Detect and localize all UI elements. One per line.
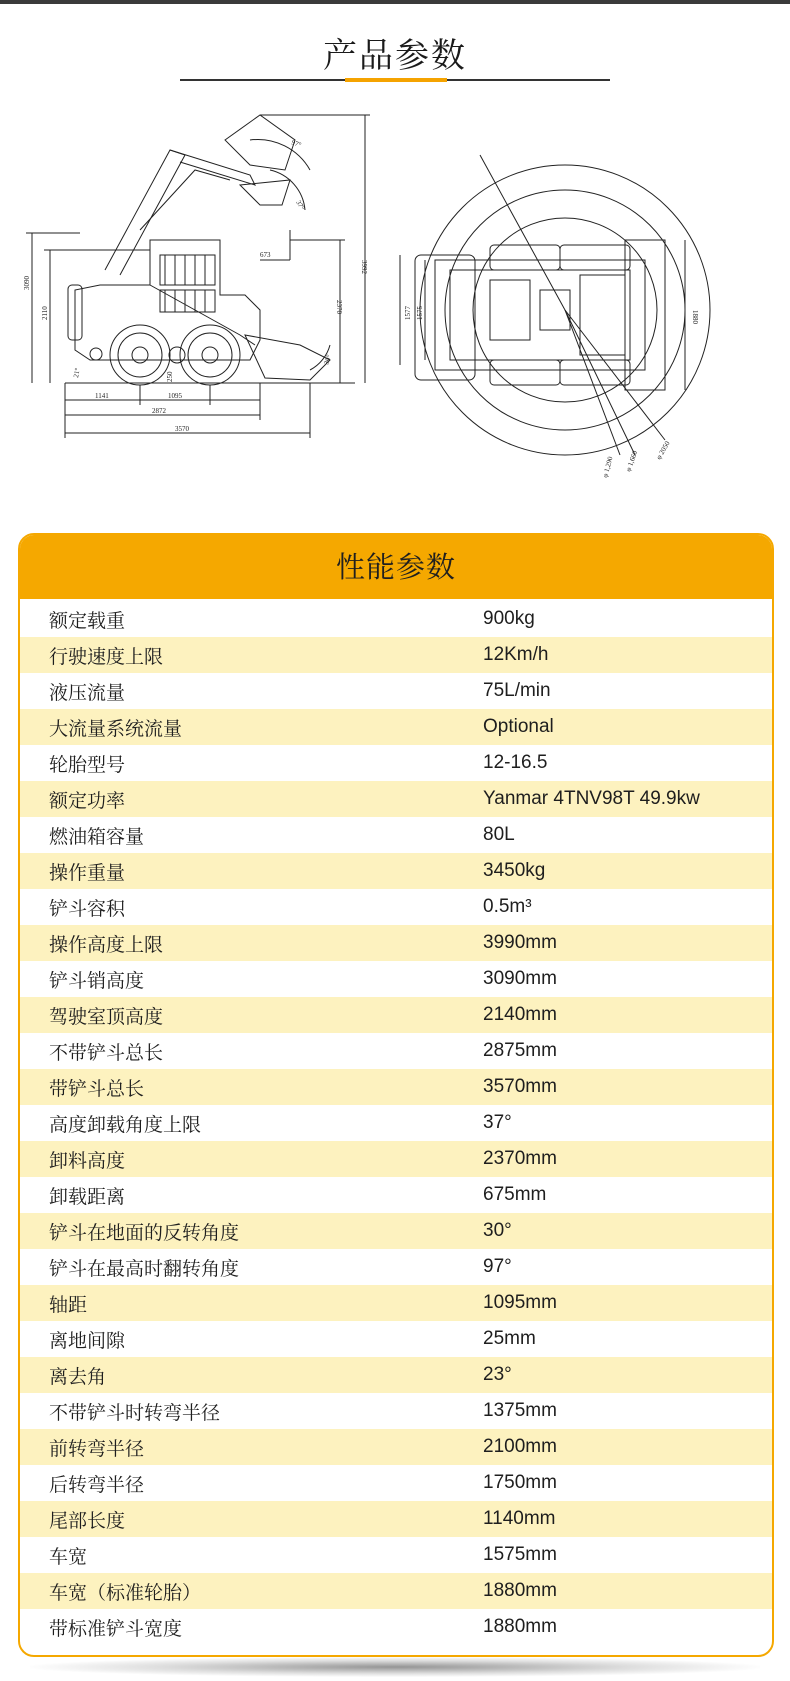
spec-value: 30° — [483, 1220, 512, 1241]
spec-label: 离地间隙 — [49, 1329, 126, 1352]
dim-label: 37° — [294, 199, 307, 212]
table-row — [20, 1573, 772, 1609]
table-row — [20, 709, 772, 745]
spec-label: 离去角 — [49, 1365, 107, 1388]
side-view-drawing — [26, 115, 370, 438]
dim-label: 2370 — [335, 300, 343, 314]
spec-value: 1750mm — [483, 1472, 557, 1493]
spec-label: 卸载距离 — [49, 1185, 126, 1208]
spec-value: 3090mm — [483, 968, 557, 989]
spec-label: 带铲斗总长 — [49, 1077, 145, 1100]
table-row — [20, 925, 772, 961]
dim-label: 673 — [260, 251, 271, 259]
spec-value: 25mm — [483, 1328, 536, 1349]
spec-label: 轴距 — [49, 1293, 88, 1316]
dim-label: 1575 — [416, 306, 424, 320]
spec-rows — [20, 601, 772, 1645]
dim-label: 3992 — [360, 260, 368, 274]
dim-label: φ 2050 — [654, 439, 672, 461]
spec-value: 23° — [483, 1364, 512, 1385]
table-row — [20, 1141, 772, 1177]
dimension-drawing — [20, 110, 770, 520]
spec-label: 尾部长度 — [49, 1509, 126, 1532]
spec-label: 轮胎型号 — [49, 753, 126, 776]
table-row — [20, 1285, 772, 1321]
table-row — [20, 1429, 772, 1465]
dim-label: 3570 — [175, 425, 189, 433]
dim-label: 1880 — [691, 310, 699, 324]
section-header — [0, 28, 790, 77]
spec-value: 3990mm — [483, 932, 557, 953]
spec-label: 不带铲斗总长 — [49, 1041, 164, 1064]
spec-value: 80L — [483, 824, 515, 845]
table-row — [20, 1069, 772, 1105]
spec-value: 2875mm — [483, 1040, 557, 1061]
table-row — [20, 997, 772, 1033]
dim-label: φ 1,290 — [601, 455, 615, 479]
dim-label: 3090 — [23, 276, 31, 290]
page-title: 产品参数 — [323, 36, 467, 76]
spec-label: 行驶速度上限 — [49, 645, 164, 668]
spec-value: 0.5m³ — [483, 896, 532, 917]
table-row — [20, 1213, 772, 1249]
spec-value: 3450kg — [483, 860, 546, 881]
dim-label: 250 — [166, 371, 174, 382]
spec-value: Yanmar 4TNV98T 49.9kw — [483, 788, 700, 809]
spec-value: 75L/min — [483, 680, 551, 701]
spec-value: 2370mm — [483, 1148, 557, 1169]
table-row — [20, 781, 772, 817]
spec-label: 额定功率 — [49, 789, 126, 812]
spec-label: 操作重量 — [49, 861, 126, 884]
table-row — [20, 1465, 772, 1501]
dim-label: 21° — [72, 367, 82, 379]
table-row — [20, 1537, 772, 1573]
spec-label: 卸料高度 — [49, 1149, 126, 1172]
table-row — [20, 1105, 772, 1141]
spec-label: 不带铲斗时转弯半径 — [49, 1401, 221, 1424]
table-row — [20, 1501, 772, 1537]
table-row — [20, 637, 772, 673]
title-accent-bar — [345, 78, 447, 82]
spec-value: 12-16.5 — [483, 752, 548, 773]
table-row — [20, 745, 772, 781]
spec-label: 铲斗容积 — [49, 897, 126, 920]
spec-value: 2140mm — [483, 1004, 557, 1025]
spec-value: 97° — [483, 1256, 512, 1277]
table-row — [20, 889, 772, 925]
table-row — [20, 601, 772, 637]
table-row — [20, 673, 772, 709]
spec-label: 燃油箱容量 — [49, 825, 145, 848]
spec-label: 铲斗销高度 — [49, 969, 145, 992]
spec-label: 后转弯半径 — [49, 1473, 145, 1496]
spec-label: 驾驶室顶高度 — [49, 1005, 164, 1028]
table-row — [20, 1249, 772, 1285]
dim-label: 30° — [322, 353, 334, 366]
spec-label: 铲斗在最高时翻转角度 — [49, 1257, 240, 1280]
spec-value: 1575mm — [483, 1544, 557, 1565]
spec-value: 3570mm — [483, 1076, 557, 1097]
spec-table — [18, 533, 774, 1657]
spec-label: 前转弯半径 — [49, 1437, 145, 1460]
spec-label: 高度卸载角度上限 — [49, 1113, 202, 1136]
spec-label: 额定载重 — [49, 609, 126, 632]
spec-value: 1375mm — [483, 1400, 557, 1421]
spec-value: 2100mm — [483, 1436, 557, 1457]
spec-value: 1095mm — [483, 1292, 557, 1313]
table-row — [20, 1321, 772, 1357]
table-row — [20, 961, 772, 997]
spec-value: Optional — [483, 716, 554, 737]
dim-label: 2110 — [41, 306, 49, 320]
dim-label: 2872 — [152, 407, 166, 415]
spec-label: 车宽（标准轮胎） — [49, 1581, 202, 1604]
table-row — [20, 853, 772, 889]
spec-label: 车宽 — [49, 1545, 88, 1568]
bottom-shadow — [30, 1657, 760, 1677]
table-row — [20, 1177, 772, 1213]
dim-label: 97° — [290, 138, 303, 150]
spec-value: 37° — [483, 1112, 512, 1133]
spec-label: 带标准铲斗宽度 — [49, 1617, 183, 1640]
table-row — [20, 1357, 772, 1393]
spec-label: 液压流量 — [49, 681, 126, 704]
top-view-drawing — [400, 155, 710, 455]
table-row — [20, 817, 772, 853]
dim-label: 1577 — [404, 306, 412, 320]
spec-value: 1880mm — [483, 1616, 557, 1637]
spec-value: 1140mm — [483, 1508, 556, 1529]
dim-label: φ 1,660 — [624, 449, 640, 473]
spec-value: 900kg — [483, 608, 535, 629]
table-row — [20, 1609, 772, 1645]
spec-value: 1880mm — [483, 1580, 557, 1601]
spec-value: 675mm — [483, 1184, 547, 1205]
spec-table-title: 性能参数 — [20, 535, 772, 599]
spec-label: 操作高度上限 — [49, 933, 164, 956]
spec-label: 铲斗在地面的反转角度 — [49, 1221, 240, 1244]
spec-value: 12Km/h — [483, 644, 549, 665]
dim-label: 1141 — [95, 392, 109, 400]
top-border — [0, 0, 790, 4]
dim-label: 1095 — [168, 392, 182, 400]
spec-label: 大流量系统流量 — [49, 717, 183, 740]
table-row — [20, 1393, 772, 1429]
table-row — [20, 1033, 772, 1069]
